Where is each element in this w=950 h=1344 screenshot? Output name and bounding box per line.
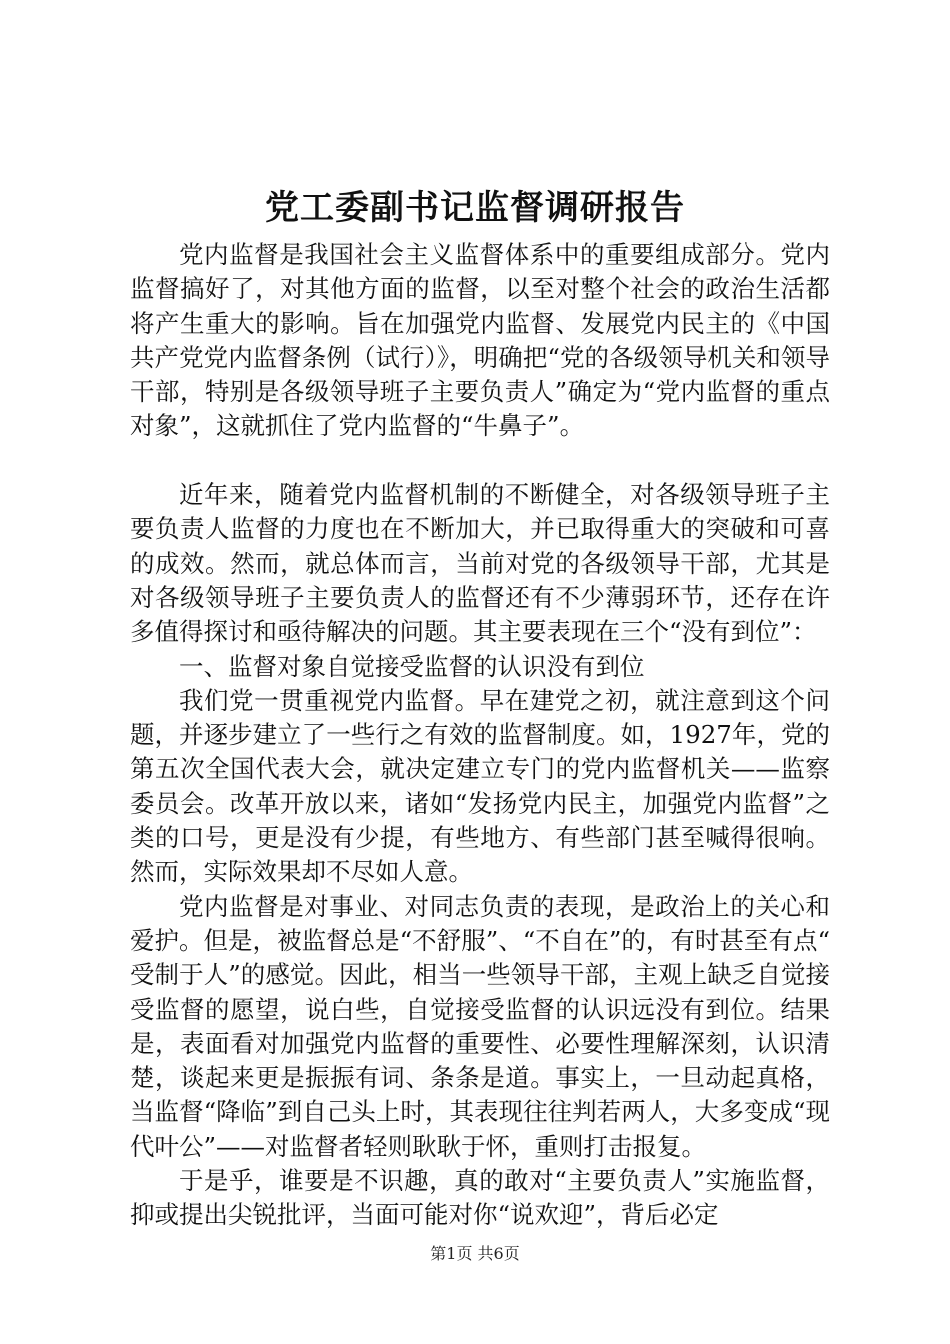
document-title: 党工委副书记监督调研报告 xyxy=(265,188,685,228)
paragraph-supervision-attitude: 党内监督是对事业、对同志负责的表现，是政治上的关心和爱护。但是，被监督总是“不舒服”、“不自在”的，有时甚至有点“受制于人”的感觉。因此，相当一些领导干部，主观上缺乏自觉接受监督的愿望，说白些，自觉接受监督的认识远没有到位。结果是，表面看对加强党内监督的重要性、必要性理解深刻，认识清楚，谈起来更是振振有词、条条是道。事实上，一旦动起真格，当监督“降临”到自己头上时，其表现往往判若两人，大多变成“现代叶公”——对监督者轻则耿耿于怀，重则打击报复。 xyxy=(130,891,830,1161)
document-body xyxy=(130,238,830,1233)
paragraph-spacer xyxy=(130,444,830,478)
paragraph-intro: 党内监督是我国社会主义监督体系中的重要组成部分。党内监督搞好了，对其他方面的监督，以至对整个社会的政治生活都将产生重大的影响。旨在加强党内监督、发展党内民主的《中国共产党党内监督条例（试行）》，明确把“党的各级领导机关和领导干部，特别是各级领导班子主要负责人”确定为“党内监督的重点对象”，这就抓住了党内监督的“牛鼻子”。 xyxy=(130,240,830,441)
paragraph-history: 我们党一贯重视党内监督。早在建党之初，就注意到这个问题，并逐步建立了一些行之有效的监督制度。如，1927年，党的第五次全国代表大会，就决定建立专门的党内监督机关——监察委员会。改革开放以来，诸如“发扬党内民主，加强党内监督”之类的口号，更是没有少提，有些地方、有些部门甚至喊得很响。然而，实际效果却不尽如人意。 xyxy=(130,685,830,887)
section-heading-one: 一、监督对象自觉接受监督的认识没有到位 xyxy=(179,651,645,681)
paragraph-consequence: 于是乎，谁要是不识趣，真的敢对“主要负责人”实施监督，抑或提出尖锐批评，当面可能对你“说欢迎”，背后必定 xyxy=(130,1166,830,1230)
page-number-footer: 第1页 共6页 xyxy=(430,1244,520,1263)
paragraph-recent-years: 近年来，随着党内监督机制的不断健全，对各级领导班子主要负责人监督的力度也在不断加大，并已取得重大的突破和可喜的成效。然而，就总体而言，当前对党的各级领导干部，尤其是对各级领导班子主要负责人的监督还有不少薄弱环节，还存在许多值得探讨和亟待解决的问题。其主要表现在三个“没有到位”： xyxy=(130,480,830,647)
